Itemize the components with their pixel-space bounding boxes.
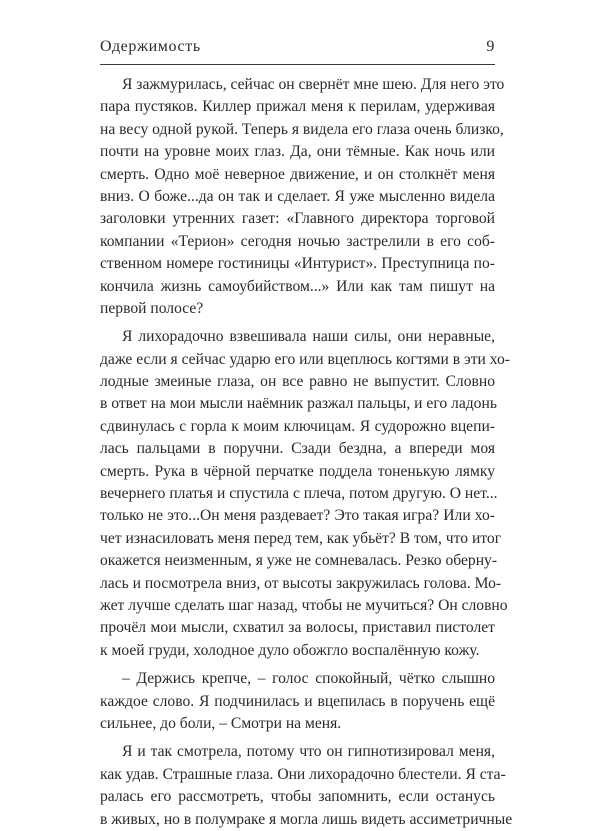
text-line: жет лучше сделать шаг назад, чтобы не мучиться? Он словно — [100, 596, 508, 614]
header-rule — [100, 64, 495, 65]
page-number: 9 — [486, 38, 495, 55]
page-header — [100, 38, 495, 56]
text-line: сдвинулась с горла к моим ключицам. Я судорожно вцепи- — [100, 417, 495, 435]
text-line: ралась его рассмотреть, чтобы запомнить, если останусь — [100, 788, 495, 806]
text-line: на весу одной рукой. Теперь я видела его глаза очень близко, — [100, 120, 504, 138]
text-line: ственном номере гостиницы «Интурист». Преступница по- — [100, 255, 495, 273]
paragraph — [100, 326, 510, 662]
text-line: прочёл мои мысли, схватил за волосы, приставил пистолет — [100, 619, 495, 637]
text-line: – Держись крепче, – голос спокойный, чётко слышно — [122, 670, 495, 688]
text-line: Я лихорадочно взвешивала наши силы, они неравные, — [122, 328, 495, 346]
body-text — [100, 74, 513, 831]
text-line: к моей груди, холодное дуло обожгло воспалённую кожу. — [100, 641, 480, 659]
running-title: Одержимость — [100, 38, 201, 55]
text-line: компании «Терион» сегодня ночью застрелили в его соб- — [100, 232, 495, 250]
text-line: Я и так смотрела, потому что он гипнотизировал меня, — [122, 743, 495, 761]
text-line: смерть. Одно моё неверное движение, и он столкнёт меня — [100, 165, 495, 183]
text-line: пара пустяков. Киллер прижал меня к перилам, удерживая — [100, 98, 495, 116]
text-line: кончила жизнь самоубийством...» Или как там пишут на — [100, 277, 495, 295]
text-line: даже если я сейчас ударю его или вцеплюсь когтями в эти хо- — [100, 350, 510, 368]
text-line: лась пальцами в поручни. Сзади бездна, а впереди моя — [100, 440, 495, 458]
text-line: вечернего платья и спустила с плеча, потом другую. О нет... — [100, 485, 498, 503]
text-line: сильнее, до боли, – Смотри на меня. — [100, 714, 342, 732]
text-line: лодные змеиные глаза, он все равно не выпустит. Словно — [100, 373, 495, 391]
text-line: вниз. О боже...да он так и сделает. Я уже мысленно видела — [100, 187, 495, 205]
text-line: лась и посмотрела вниз, от высоты закружилась голова. Мо- — [100, 574, 502, 592]
paragraph — [100, 668, 495, 735]
text-line: в ответ на мои мысли наёмник разжал пальцы, и его ладонь — [100, 395, 497, 413]
text-line: как удав. Страшные глаза. Они лихорадочно блестели. Я ста- — [100, 765, 506, 783]
text-line: Я зажмурилась, сейчас он свернёт мне шею. Для него это — [122, 76, 505, 93]
text-line: окажется неизменным, я уже не сомневалась. Резко оберну- — [100, 552, 498, 570]
text-line: смерть. Рука в чёрной перчатке поддела тоненькую лямку — [100, 462, 495, 480]
text-line: заголовки утренних газет: «Главного директора торговой — [100, 210, 495, 228]
paragraph — [100, 74, 505, 320]
paragraph — [100, 741, 513, 831]
text-line: первой полосе? — [100, 299, 204, 317]
text-line: каждое слово. Я подчинилась и вцепилась в поручень ещё — [100, 692, 495, 710]
text-line: только не это...Он меня раздевает? Это такая игра? Или хо- — [100, 507, 495, 525]
text-line: почти на уровне моих глаз. Да, они тёмные. Как ночь или — [100, 143, 495, 161]
text-line: чет изнасиловать меня перед тем, как убьёт? В том, что итог — [100, 529, 502, 547]
text-line: в живых, но в полумраке я могла лишь видеть ассиметричные — [100, 810, 513, 828]
